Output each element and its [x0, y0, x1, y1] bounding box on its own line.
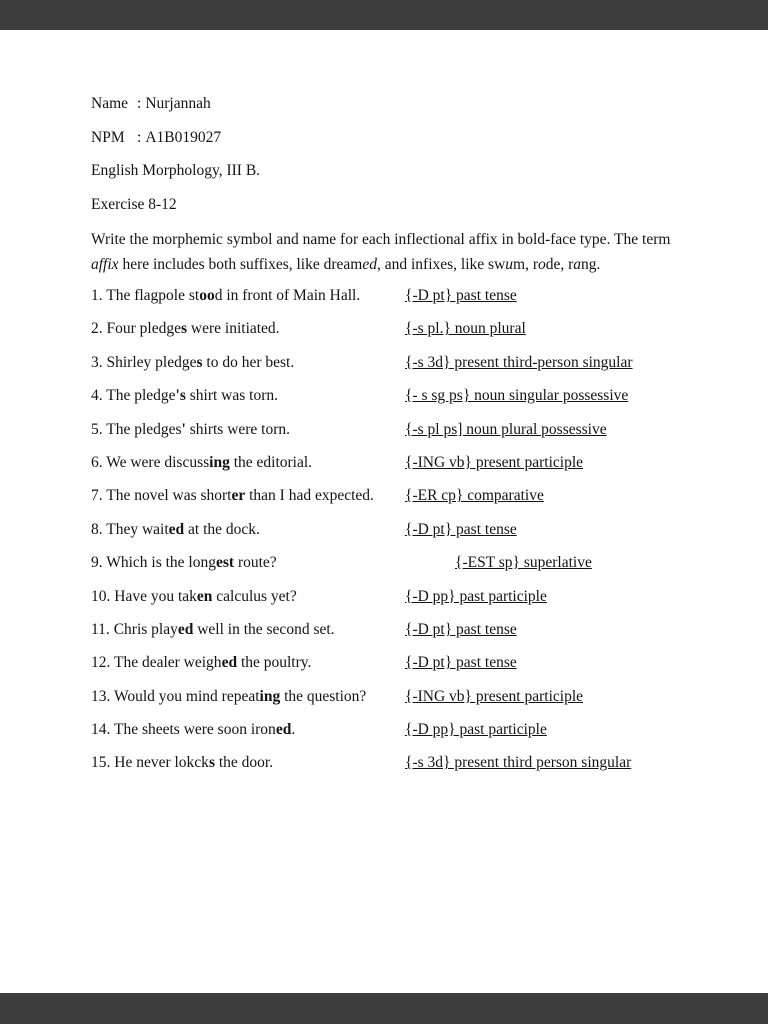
npm-separator: :	[137, 128, 142, 146]
item-answer: {-ER cp} comparative	[405, 487, 544, 505]
item-answer: {-D pt} past tense	[405, 287, 517, 304]
item-sentence: 12. The dealer weighed the poultry.	[91, 654, 312, 672]
exercise-item-3	[91, 353, 676, 373]
exercise-title: Exercise 8-12	[91, 195, 177, 213]
exercise-item-10	[91, 587, 676, 607]
npm-label: NPM	[91, 128, 125, 146]
instructions-italic-affix: affix	[91, 255, 119, 273]
item-sentence: 9. Which is the longest route?	[91, 554, 277, 572]
exercise-item-1	[91, 286, 676, 306]
name-separator: :	[137, 95, 142, 112]
exercise-item-11	[91, 620, 676, 640]
exercise-item-5	[91, 420, 676, 440]
exercise-item-13	[91, 687, 676, 707]
item-answer: {-s 3d} present third person singular	[405, 754, 632, 772]
name-value: Nurjannah	[145, 95, 211, 112]
exercise-item-15	[91, 753, 676, 773]
exercise-item-6	[91, 453, 676, 473]
item-sentence: 3. Shirley pledges to do her best.	[91, 353, 295, 371]
name-line	[91, 94, 676, 114]
document-page	[0, 30, 768, 993]
npm-value: A1B019027	[145, 128, 222, 146]
item-answer: {-s pl.} noun plural	[405, 320, 526, 338]
item-sentence: 1. The flagpole stood in front of Main Hall.	[91, 287, 361, 304]
exercise-item-8	[91, 520, 676, 540]
item-sentence: 5. The pledges' shirts were torn.	[91, 420, 291, 438]
item-answer: {-D pt} past tense	[405, 620, 517, 638]
item-sentence: 4. The pledge's shirt was torn.	[91, 387, 278, 405]
item-sentence: 11. Chris played well in the second set.	[91, 620, 335, 638]
exercise-item-14	[91, 720, 676, 740]
exercise-item-9	[91, 553, 676, 573]
npm-line	[91, 128, 676, 148]
item-answer: {-D pt} past tense	[405, 654, 517, 672]
item-answer: {-D pp} past participle	[405, 587, 547, 605]
name-label: Name	[91, 95, 129, 112]
exercise-item-12	[91, 653, 676, 673]
item-answer: {-D pp} past participle	[405, 721, 547, 739]
item-sentence: 15. He never lokcks the door.	[91, 754, 274, 772]
item-sentence: 2. Four pledges were initiated.	[91, 320, 280, 338]
item-sentence: 13. Would you mind repeating the question?	[91, 687, 367, 705]
item-sentence: 10. Have you taken calculus yet?	[91, 587, 297, 605]
item-sentence: 8. They waited at the dock.	[91, 520, 260, 538]
exercise-item-2	[91, 319, 676, 339]
viewer-bottom-bar	[0, 993, 768, 1024]
item-sentence: 7. The novel was shorter than I had expected.	[91, 487, 374, 505]
item-answer: {-s pl ps] noun plural possessive	[405, 420, 607, 438]
course-title: English Morphology, III B.	[91, 162, 261, 179]
item-answer: {- s sg ps} noun singular possessive	[405, 387, 629, 405]
item-sentence: 14. The sheets were soon ironed.	[91, 721, 296, 739]
item-sentence: 6. We were discussing the editorial.	[91, 453, 313, 471]
item-answer: {-D pt} past tense	[405, 520, 517, 538]
viewer-top-bar	[0, 0, 768, 30]
exercise-item-4	[91, 386, 676, 406]
instructions-text: Write the morphemic symbol and name for each inflectional affix in bold-face type. The term	[91, 231, 671, 248]
item-answer: {-s 3d} present third-person singular	[405, 353, 633, 371]
exercise-items	[91, 286, 676, 773]
item-answer: {-ING vb} present participle	[405, 453, 584, 471]
exercise-item-7	[91, 486, 676, 506]
item-answer: {-EST sp} superlative	[455, 554, 592, 572]
instructions-paragraph: Write the morphemic symbol and name for each inflectional affix in bold-face type. The term affix here includes both suffixes, like dreamed, and infixes, like swum, rode, rang.	[91, 231, 671, 273]
page-content	[0, 30, 768, 773]
item-answer: {-ING vb} present participle	[405, 687, 584, 705]
